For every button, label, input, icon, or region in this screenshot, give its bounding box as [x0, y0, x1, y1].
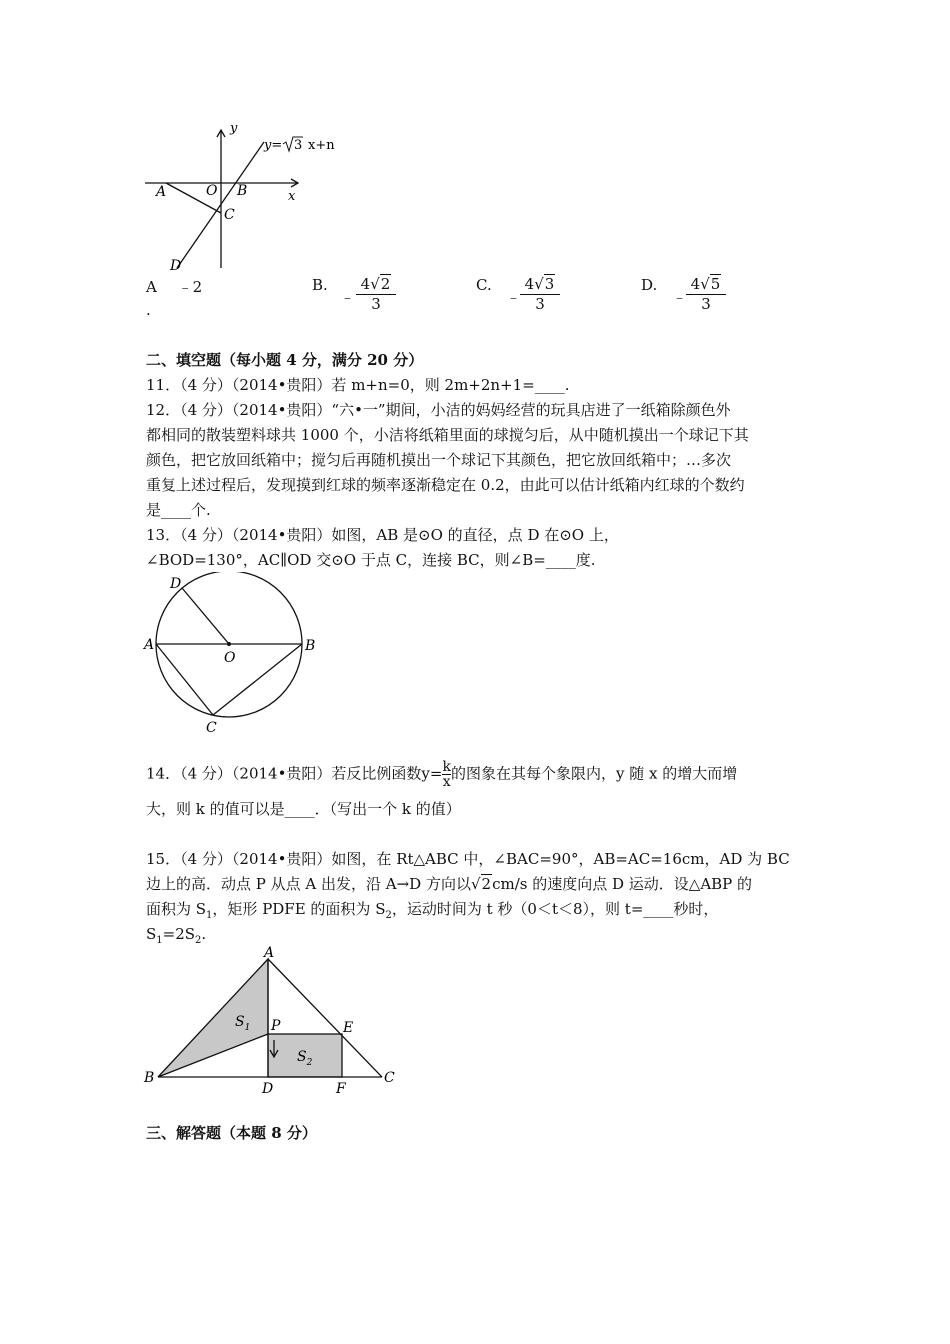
fig1-eq-rest: x+n — [308, 138, 335, 153]
option-b-fraction: $\frac{4√2}{3}$ — [356, 275, 396, 313]
q12-line2: 都相同的散装塑料球共 1000 个，小洁将纸箱里面的球搅匀后，从中随机摸出一个球记下其 — [146, 426, 749, 444]
option-d-neg: ﹣ — [672, 288, 688, 306]
option-c-label: C. — [476, 276, 492, 294]
fig3-s2-letter: S — [297, 1049, 307, 1065]
fig3-label-B: B — [144, 1070, 155, 1086]
q15-line4-sub1: 1 — [156, 935, 163, 946]
circle-figure — [140, 572, 330, 737]
option-a — [146, 276, 202, 297]
q15-line3-sub2: 2 — [385, 910, 392, 921]
triangle-figure — [140, 944, 405, 1094]
fig1-eq-y: y= — [264, 138, 283, 153]
q14-fraction — [442, 760, 450, 789]
fig1-label-x: x — [288, 189, 296, 204]
option-b-neg: ﹣ — [340, 288, 356, 306]
q12-line4: 重复上述过程后，发现摸到红球的频率逐渐稳定在 0.2，由此可以估计纸箱内红球的个数约 — [146, 476, 745, 494]
q13-line1: 13．（4 分）（2014•贵阳）如图，AB 是⊙O 的直径，点 D 在⊙O 上， — [146, 526, 619, 544]
option-b-label: B. — [312, 276, 328, 294]
fig1-label-D: D — [170, 258, 182, 274]
option-c-denom: 3 — [535, 295, 545, 313]
q14-pre: 14．（4 分）（2014•贵阳）若反比例函数 — [146, 764, 422, 783]
q15-line3 — [146, 897, 718, 928]
q15-line1: 15．（4 分）（2014•贵阳）如图，在 Rt△ABC 中，∠BAC=90°，AB=AC=16cm，AD 为 BC — [146, 850, 790, 868]
q15-line2: 边上的高．动点 P 从点 A 出发，沿 A→D 方向以√2cm/s 的速度向点 D 运动．设△ABP 的 — [146, 875, 753, 893]
q12-line5: 是____个. — [146, 501, 211, 519]
q12-line3: 颜色，把它放回纸箱中；搅匀后再随机摸出一个球记下其颜色，把它放回纸箱中；…多次 — [146, 451, 732, 469]
section2-title: 二、填空题（每小题 4 分，满分 20 分） — [146, 351, 424, 369]
fig3-label-F: F — [336, 1081, 346, 1094]
fig2-label-A: A — [144, 637, 155, 653]
q15-line4-sub2: 2 — [195, 935, 202, 946]
section3-title: 三、解答题（本题 8 分） — [146, 1124, 317, 1142]
q15-line2-pre: 边上的高．动点 P 从点 A 出发，沿 A→D 方向以 — [146, 875, 471, 893]
q14-line1 — [146, 760, 737, 789]
fig3-label-E: E — [343, 1020, 354, 1036]
q14-y-eq: y= — [421, 764, 443, 783]
option-d-denom: 3 — [701, 295, 711, 313]
q15-line3-c: ，运动时间为 t 秒（0＜t＜8），则 t=____秒时， — [391, 900, 719, 918]
fig2-label-O: O — [224, 650, 236, 666]
fig3-s2-sub: 2 — [306, 1058, 313, 1068]
q14-post: 的图象在其每个象限内，y 随 x 的增大而增 — [450, 764, 738, 783]
q15-line4-a: S — [146, 925, 157, 943]
q15-line4-c: . — [201, 925, 207, 943]
fig2-label-B: B — [305, 638, 316, 654]
q15-line3-a: 面积为 S — [146, 900, 207, 918]
fig1-eq-root: 3 — [294, 138, 303, 153]
q14-den: x — [442, 774, 451, 790]
fig2-label-C: C — [206, 720, 217, 736]
q15-line3-sub1: 1 — [206, 910, 213, 921]
option-a-label: A — [146, 278, 157, 296]
q11-text: 11．（4 分）（2014•贵阳）若 m+n=0，则 2m+2n+1=____. — [146, 376, 570, 394]
q14-line2: 大，则 k 的值可以是____．（写出一个 k 的值） — [146, 800, 461, 818]
fig1-label-B: B — [237, 183, 248, 199]
option-c-coef: 4 — [524, 275, 535, 293]
option-d-fraction: $\frac{4√5}{3}$ — [686, 275, 726, 313]
option-a-value: ﹣2 — [177, 278, 203, 296]
fig3-s1-letter: S — [235, 1014, 245, 1030]
fig1-label-C: C — [224, 207, 235, 223]
option-a-dot: . — [146, 301, 151, 319]
fig1-label-O: O — [206, 183, 218, 199]
q15-line2-post: cm/s 的速度向点 D 运动．设△ABP 的 — [492, 875, 753, 893]
option-d-root: 5 — [710, 275, 721, 293]
fig3-label-C: C — [384, 1070, 395, 1086]
option-c-root: 3 — [544, 275, 555, 293]
q15-line3-b: ，矩形 PDFE 的面积为 S — [212, 900, 386, 918]
q15-line2-root: 2 — [481, 875, 492, 893]
option-b-denom: 3 — [371, 295, 381, 313]
fig3-label-P: P — [271, 1018, 281, 1034]
option-c-fraction: $\frac{4√3}{3}$ — [520, 275, 560, 313]
fig3-label-A: A — [264, 945, 275, 961]
fig1-label-y: y — [230, 121, 238, 136]
q13-line2: ∠BOD=130°，AC∥OD 交⊙O 于点 C，连接 BC，则∠B=____度. — [146, 551, 596, 569]
fig2-label-D: D — [170, 576, 182, 592]
option-b-coef: 4 — [360, 275, 371, 293]
coordinate-figure — [140, 118, 360, 278]
fig1-label-A: A — [156, 184, 167, 200]
option-b-root: 2 — [380, 275, 391, 293]
option-c-neg: ﹣ — [506, 288, 522, 306]
q12-line1: 12．（4 分）（2014•贵阳）“六•一”期间，小洁的妈妈经营的玩具店进了一纸箱除颜色外 — [146, 401, 731, 419]
q14-num: k — [442, 759, 451, 775]
fig3-label-D: D — [262, 1081, 274, 1094]
option-d-coef: 4 — [690, 275, 701, 293]
option-d-label: D. — [641, 276, 658, 294]
q15-line4-b: =2S — [162, 925, 196, 943]
fig3-s1-sub: 1 — [244, 1023, 251, 1033]
